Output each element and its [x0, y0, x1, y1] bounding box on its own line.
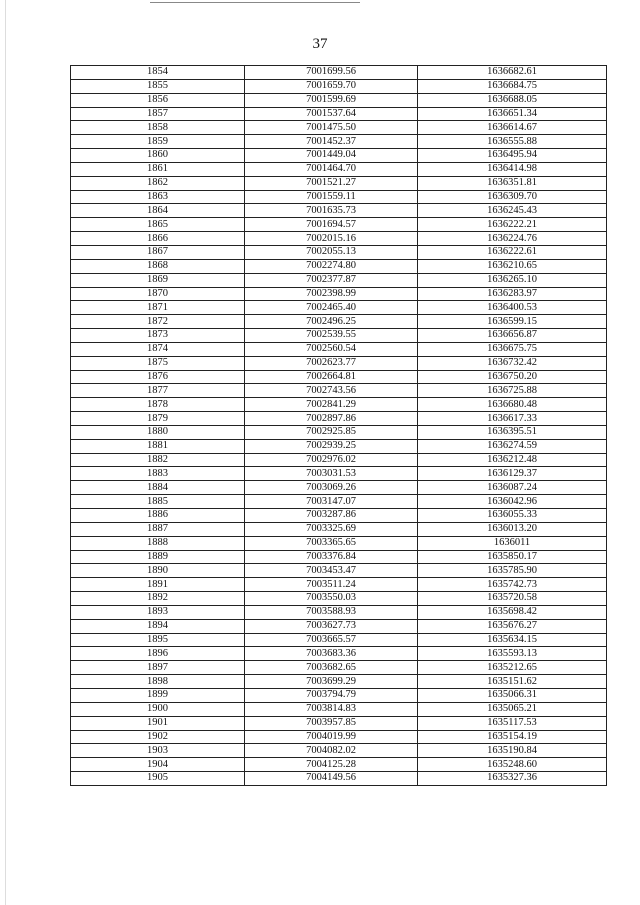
point-number-cell: 1877: [71, 384, 245, 398]
x-coordinate-cell: 7003682.65: [245, 661, 418, 675]
y-coordinate-cell: 1636688.05: [418, 93, 607, 107]
table-row: [71, 245, 607, 259]
y-coordinate-cell: 1636309.70: [418, 190, 607, 204]
table-row: [71, 605, 607, 619]
point-number-cell: 1873: [71, 329, 245, 343]
point-number-cell: 1878: [71, 398, 245, 412]
x-coordinate-cell: 7001475.50: [245, 121, 418, 135]
point-number-cell: 1896: [71, 647, 245, 661]
y-coordinate-cell: 1636680.48: [418, 398, 607, 412]
x-coordinate-cell: 7001635.73: [245, 204, 418, 218]
y-coordinate-cell: 1636210.65: [418, 259, 607, 273]
y-coordinate-cell: 1635190.84: [418, 744, 607, 758]
table-row: [71, 716, 607, 730]
point-number-cell: 1897: [71, 661, 245, 675]
table-row: [71, 495, 607, 509]
y-coordinate-cell: 1635634.15: [418, 633, 607, 647]
y-coordinate-cell: 1635785.90: [418, 564, 607, 578]
point-number-cell: 1887: [71, 522, 245, 536]
table-row: [71, 176, 607, 190]
point-number-cell: 1880: [71, 425, 245, 439]
y-coordinate-cell: 1636732.42: [418, 356, 607, 370]
y-coordinate-cell: 1636675.75: [418, 342, 607, 356]
y-coordinate-cell: 1636725.88: [418, 384, 607, 398]
x-coordinate-cell: 7002939.25: [245, 439, 418, 453]
point-number-cell: 1881: [71, 439, 245, 453]
point-number-cell: 1893: [71, 605, 245, 619]
table-row: [71, 204, 607, 218]
table-row: [71, 342, 607, 356]
table-row: [71, 412, 607, 426]
x-coordinate-cell: 7002015.16: [245, 232, 418, 246]
y-coordinate-cell: 1635065.21: [418, 702, 607, 716]
x-coordinate-cell: 7002841.29: [245, 398, 418, 412]
x-coordinate-cell: 7001559.11: [245, 190, 418, 204]
point-number-cell: 1860: [71, 149, 245, 163]
x-coordinate-cell: 7002560.54: [245, 342, 418, 356]
x-coordinate-cell: 7002897.86: [245, 412, 418, 426]
y-coordinate-cell: 1636651.34: [418, 107, 607, 121]
table-row: [71, 481, 607, 495]
table-row: [71, 66, 607, 80]
y-coordinate-cell: 1636617.33: [418, 412, 607, 426]
y-coordinate-cell: 1635850.17: [418, 550, 607, 564]
x-coordinate-cell: 7002743.56: [245, 384, 418, 398]
y-coordinate-cell: 1636555.88: [418, 135, 607, 149]
y-coordinate-cell: 1636414.98: [418, 162, 607, 176]
table-row: [71, 730, 607, 744]
x-coordinate-cell: 7003627.73: [245, 619, 418, 633]
coordinates-table-body: [71, 66, 607, 786]
table-row: [71, 398, 607, 412]
y-coordinate-cell: 1635151.62: [418, 675, 607, 689]
table-row: [71, 744, 607, 758]
x-coordinate-cell: 7002496.25: [245, 315, 418, 329]
point-number-cell: 1857: [71, 107, 245, 121]
point-number-cell: 1864: [71, 204, 245, 218]
y-coordinate-cell: 1635248.60: [418, 758, 607, 772]
table-row: [71, 592, 607, 606]
table-row: [71, 107, 607, 121]
point-number-cell: 1862: [71, 176, 245, 190]
table-row: [71, 647, 607, 661]
x-coordinate-cell: 7003147.07: [245, 495, 418, 509]
table-row: [71, 564, 607, 578]
y-coordinate-cell: 1636684.75: [418, 79, 607, 93]
x-coordinate-cell: 7001694.57: [245, 218, 418, 232]
table-row: [71, 522, 607, 536]
table-row: [71, 702, 607, 716]
scan-edge-line: [5, 0, 6, 905]
point-number-cell: 1890: [71, 564, 245, 578]
point-number-cell: 1868: [71, 259, 245, 273]
y-coordinate-cell: 1636495.94: [418, 149, 607, 163]
table-row: [71, 384, 607, 398]
point-number-cell: 1885: [71, 495, 245, 509]
point-number-cell: 1854: [71, 66, 245, 80]
table-row: [71, 772, 607, 786]
table-row: [71, 453, 607, 467]
point-number-cell: 1869: [71, 273, 245, 287]
point-number-cell: 1895: [71, 633, 245, 647]
x-coordinate-cell: 7003325.69: [245, 522, 418, 536]
table-row: [71, 688, 607, 702]
table-row: [71, 232, 607, 246]
table-row: [71, 190, 607, 204]
x-coordinate-cell: 7001699.56: [245, 66, 418, 80]
point-number-cell: 1905: [71, 772, 245, 786]
x-coordinate-cell: 7004019.99: [245, 730, 418, 744]
point-number-cell: 1858: [71, 121, 245, 135]
x-coordinate-cell: 7003699.29: [245, 675, 418, 689]
table-row: [71, 439, 607, 453]
y-coordinate-cell: 1636274.59: [418, 439, 607, 453]
point-number-cell: 1904: [71, 758, 245, 772]
table-row: [71, 661, 607, 675]
y-coordinate-cell: 1636682.61: [418, 66, 607, 80]
y-coordinate-cell: 1636087.24: [418, 481, 607, 495]
y-coordinate-cell: 1636351.81: [418, 176, 607, 190]
point-number-cell: 1876: [71, 370, 245, 384]
y-coordinate-cell: 1635720.58: [418, 592, 607, 606]
y-coordinate-cell: 1635212.65: [418, 661, 607, 675]
table-row: [71, 287, 607, 301]
x-coordinate-cell: 7003814.83: [245, 702, 418, 716]
table-row: [71, 467, 607, 481]
x-coordinate-cell: 7003588.93: [245, 605, 418, 619]
point-number-cell: 1855: [71, 79, 245, 93]
point-number-cell: 1879: [71, 412, 245, 426]
x-coordinate-cell: 7001464.70: [245, 162, 418, 176]
table-row: [71, 259, 607, 273]
table-row: [71, 93, 607, 107]
x-coordinate-cell: 7003287.86: [245, 509, 418, 523]
table-row: [71, 273, 607, 287]
y-coordinate-cell: 1636265.10: [418, 273, 607, 287]
point-number-cell: 1894: [71, 619, 245, 633]
table-row: [71, 550, 607, 564]
y-coordinate-cell: 1636129.37: [418, 467, 607, 481]
x-coordinate-cell: 7002377.87: [245, 273, 418, 287]
point-number-cell: 1901: [71, 716, 245, 730]
table-row: [71, 315, 607, 329]
x-coordinate-cell: 7004082.02: [245, 744, 418, 758]
page-number: 37: [312, 36, 328, 52]
y-coordinate-cell: 1635676.27: [418, 619, 607, 633]
x-coordinate-cell: 7001659.70: [245, 79, 418, 93]
point-number-cell: 1886: [71, 509, 245, 523]
point-number-cell: 1891: [71, 578, 245, 592]
point-number-cell: 1882: [71, 453, 245, 467]
y-coordinate-cell: 1635593.13: [418, 647, 607, 661]
table-row: [71, 301, 607, 315]
table-row: [71, 135, 607, 149]
x-coordinate-cell: 7003365.65: [245, 536, 418, 550]
y-coordinate-cell: 1636656.87: [418, 329, 607, 343]
y-coordinate-cell: 1636222.61: [418, 245, 607, 259]
x-coordinate-cell: 7001537.64: [245, 107, 418, 121]
y-coordinate-cell: 1635327.36: [418, 772, 607, 786]
x-coordinate-cell: 7003683.36: [245, 647, 418, 661]
y-coordinate-cell: 1636750.20: [418, 370, 607, 384]
y-coordinate-cell: 1635066.31: [418, 688, 607, 702]
y-coordinate-cell: 1636395.51: [418, 425, 607, 439]
x-coordinate-cell: 7002465.40: [245, 301, 418, 315]
x-coordinate-cell: 7003511.24: [245, 578, 418, 592]
point-number-cell: 1889: [71, 550, 245, 564]
x-coordinate-cell: 7003069.26: [245, 481, 418, 495]
point-number-cell: 1883: [71, 467, 245, 481]
table-row: [71, 356, 607, 370]
point-number-cell: 1875: [71, 356, 245, 370]
point-number-cell: 1866: [71, 232, 245, 246]
point-number-cell: 1865: [71, 218, 245, 232]
x-coordinate-cell: 7003031.53: [245, 467, 418, 481]
point-number-cell: 1902: [71, 730, 245, 744]
y-coordinate-cell: 1635742.73: [418, 578, 607, 592]
y-coordinate-cell: 1636599.15: [418, 315, 607, 329]
x-coordinate-cell: 7002664.81: [245, 370, 418, 384]
point-number-cell: 1900: [71, 702, 245, 716]
x-coordinate-cell: 7004149.56: [245, 772, 418, 786]
point-number-cell: 1867: [71, 245, 245, 259]
x-coordinate-cell: 7002539.55: [245, 329, 418, 343]
y-coordinate-cell: 1636614.67: [418, 121, 607, 135]
table-row: [71, 218, 607, 232]
x-coordinate-cell: 7003794.79: [245, 688, 418, 702]
point-number-cell: 1863: [71, 190, 245, 204]
y-coordinate-cell: 1635154.19: [418, 730, 607, 744]
x-coordinate-cell: 7001599.69: [245, 93, 418, 107]
y-coordinate-cell: 1636224.76: [418, 232, 607, 246]
x-coordinate-cell: 7003550.03: [245, 592, 418, 606]
x-coordinate-cell: 7003665.57: [245, 633, 418, 647]
table-row: [71, 329, 607, 343]
point-number-cell: 1871: [71, 301, 245, 315]
coordinates-table: [70, 65, 607, 786]
point-number-cell: 1861: [71, 162, 245, 176]
y-coordinate-cell: 1636245.43: [418, 204, 607, 218]
table-row: [71, 149, 607, 163]
y-coordinate-cell: 1636222.21: [418, 218, 607, 232]
point-number-cell: 1856: [71, 93, 245, 107]
x-coordinate-cell: 7002976.02: [245, 453, 418, 467]
x-coordinate-cell: 7001452.37: [245, 135, 418, 149]
x-coordinate-cell: 7002398.99: [245, 287, 418, 301]
y-coordinate-cell: 1635117.53: [418, 716, 607, 730]
point-number-cell: 1859: [71, 135, 245, 149]
point-number-cell: 1899: [71, 688, 245, 702]
y-coordinate-cell: 1636400.53: [418, 301, 607, 315]
point-number-cell: 1898: [71, 675, 245, 689]
point-number-cell: 1870: [71, 287, 245, 301]
table-row: [71, 121, 607, 135]
x-coordinate-cell: 7001521.27: [245, 176, 418, 190]
header-rule: [150, 2, 360, 3]
x-coordinate-cell: 7003957.85: [245, 716, 418, 730]
table-row: [71, 79, 607, 93]
point-number-cell: 1884: [71, 481, 245, 495]
x-coordinate-cell: 7002925.85: [245, 425, 418, 439]
x-coordinate-cell: 7003376.84: [245, 550, 418, 564]
y-coordinate-cell: 1636011: [418, 536, 607, 550]
table-row: [71, 370, 607, 384]
table-row: [71, 633, 607, 647]
table-row: [71, 425, 607, 439]
point-number-cell: 1874: [71, 342, 245, 356]
y-coordinate-cell: 1636283.97: [418, 287, 607, 301]
x-coordinate-cell: 7002274.80: [245, 259, 418, 273]
point-number-cell: 1888: [71, 536, 245, 550]
y-coordinate-cell: 1636212.48: [418, 453, 607, 467]
y-coordinate-cell: 1636042.96: [418, 495, 607, 509]
table-row: [71, 509, 607, 523]
table-row: [71, 536, 607, 550]
point-number-cell: 1892: [71, 592, 245, 606]
point-number-cell: 1903: [71, 744, 245, 758]
x-coordinate-cell: 7002623.77: [245, 356, 418, 370]
y-coordinate-cell: 1636055.33: [418, 509, 607, 523]
table-row: [71, 578, 607, 592]
x-coordinate-cell: 7004125.28: [245, 758, 418, 772]
table-row: [71, 758, 607, 772]
y-coordinate-cell: 1635698.42: [418, 605, 607, 619]
point-number-cell: 1872: [71, 315, 245, 329]
x-coordinate-cell: 7001449.04: [245, 149, 418, 163]
table-row: [71, 619, 607, 633]
table-row: [71, 162, 607, 176]
x-coordinate-cell: 7003453.47: [245, 564, 418, 578]
table-row: [71, 675, 607, 689]
x-coordinate-cell: 7002055.13: [245, 245, 418, 259]
y-coordinate-cell: 1636013.20: [418, 522, 607, 536]
